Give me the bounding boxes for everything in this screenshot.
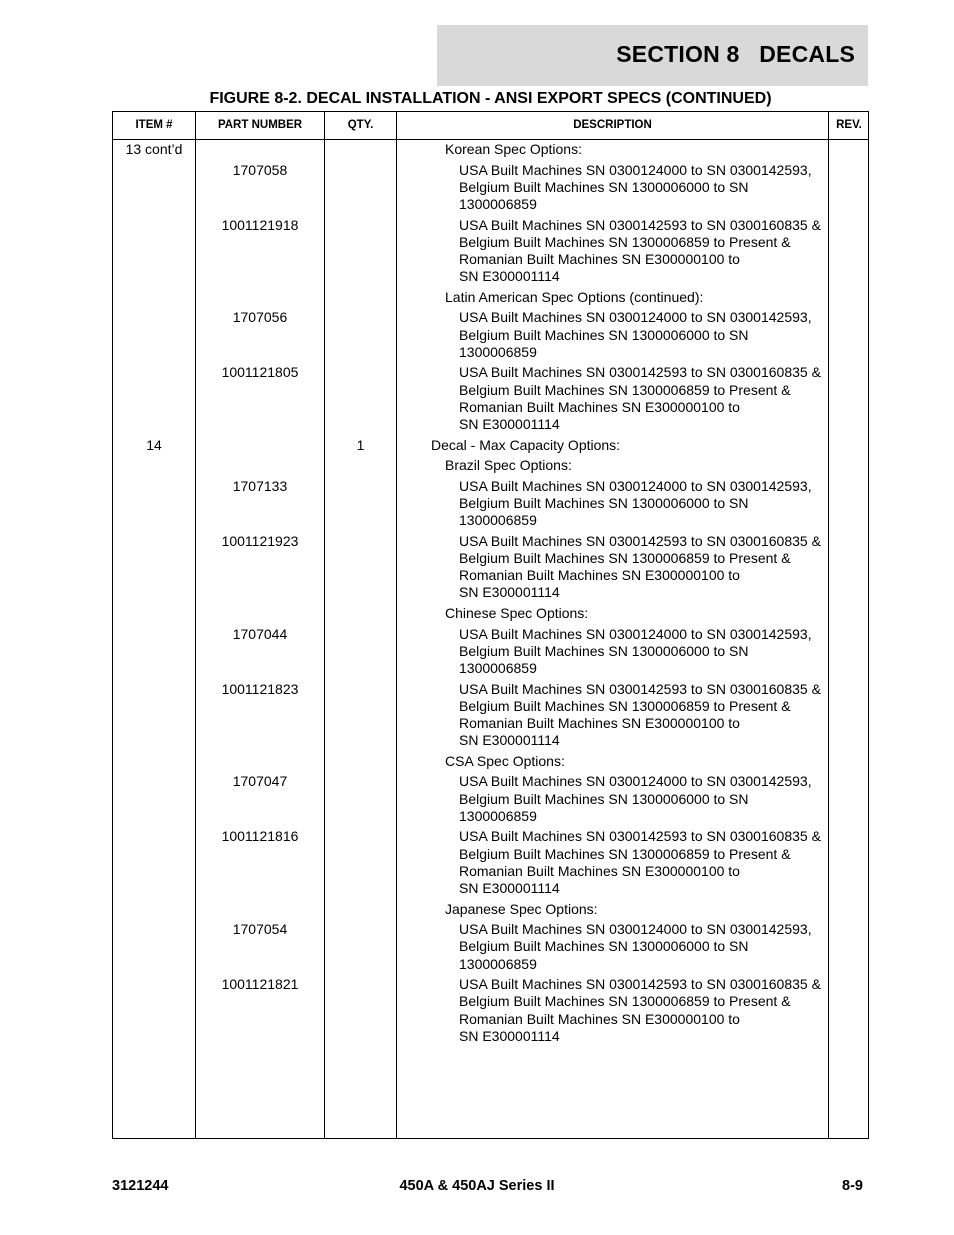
description-line: USA Built Machines SN 0300124000 to SN 0300142593,: [459, 773, 812, 790]
item-number: 13 cont’d: [125, 141, 183, 157]
section-header: [437, 25, 868, 86]
description-line: Chinese Spec Options:: [445, 605, 589, 621]
description-line: Latin American Spec Options (continued):: [445, 288, 704, 305]
description-line: SN E300001114: [459, 1027, 560, 1044]
column-header-item: ITEM #: [135, 119, 173, 131]
quantity: 1: [356, 436, 365, 453]
description-line: USA Built Machines SN 0300142593 to SN 0300160835 &: [459, 364, 821, 381]
part-number: 1001121805: [221, 364, 299, 381]
column-divider: [324, 112, 325, 1138]
description-line: 1300006859: [459, 512, 537, 529]
part-number: 1707054: [232, 921, 288, 938]
part-number: 1707044: [232, 625, 288, 642]
description-line: Romanian Built Machines SN E300000100 to: [459, 862, 740, 879]
description-line: Belgium Built Machines SN 1300006000 to SN: [459, 642, 749, 659]
description-line: Romanian Built Machines SN E300000100 to: [459, 1010, 740, 1027]
part-number: 1707133: [232, 477, 288, 494]
description-line: Romanian Built Machines SN E300000100 to: [459, 715, 740, 731]
description-line: USA Built Machines SN 0300142593 to SN 0300160835 &: [459, 216, 821, 233]
description-line: Japanese Spec Options:: [445, 900, 598, 917]
part-number: 1707056: [232, 309, 288, 326]
part-number: 1707047: [232, 773, 288, 790]
part-number: 1707058: [232, 161, 288, 178]
description-line: USA Built Machines SN 0300142593 to SN 0300160835 &: [459, 680, 821, 697]
description-line: USA Built Machines SN 0300124000 to SN 0300142593,: [459, 161, 812, 178]
description-line: Romanian Built Machines SN E300000100 to: [459, 251, 740, 267]
description-line: Brazil Spec Options:: [445, 457, 572, 474]
column-header-qty: QTY.: [347, 119, 374, 131]
description-line: Belgium Built Machines SN 1300006859 to Present &: [459, 845, 791, 862]
description-line: USA Built Machines SN 0300124000 to SN 0300142593,: [459, 625, 812, 642]
description-line: Belgium Built Machines SN 1300006000 to SN: [459, 938, 749, 955]
description-line: Belgium Built Machines SN 1300006859 to Present &: [459, 550, 791, 566]
column-header-description: DESCRIPTION: [573, 119, 652, 131]
column-divider: [396, 112, 397, 1138]
description-line: SN E300001114: [459, 584, 560, 601]
description-line: Belgium Built Machines SN 1300006000 to SN: [459, 495, 749, 511]
description-line: Romanian Built Machines SN E300000100 to: [459, 398, 740, 415]
footer-model: 450A & 450AJ Series II: [399, 1178, 555, 1194]
section-title: SECTION 8 DECALS: [616, 41, 855, 67]
description-line: USA Built Machines SN 0300124000 to SN 0300142593,: [459, 921, 812, 938]
description-line: USA Built Machines SN 0300142593 to SN 0300160835 &: [459, 976, 821, 993]
description-line: Decal - Max Capacity Options:: [431, 436, 621, 453]
description-line: Belgium Built Machines SN 1300006859 to Present &: [459, 993, 791, 1010]
description-line: Korean Spec Options:: [445, 141, 582, 157]
part-number: 1001121816: [221, 828, 299, 845]
figure-title: FIGURE 8-2. DECAL INSTALLATION - ANSI EXPORT SPECS (CONTINUED): [209, 90, 772, 107]
description-line: SN E300001114: [459, 268, 560, 285]
part-number: 1001121821: [221, 976, 299, 993]
part-number: 1001121823: [221, 680, 299, 697]
description-line: USA Built Machines SN 0300142593 to SN 0300160835 &: [459, 828, 821, 845]
description-line: Romanian Built Machines SN E300000100 to: [459, 567, 740, 584]
description-line: SN E300001114: [459, 732, 560, 749]
footer-doc-number: 3121244: [112, 1178, 169, 1194]
description-line: SN E300001114: [459, 416, 560, 432]
description-line: 1300006859: [459, 343, 537, 360]
description-line: CSA Spec Options:: [445, 752, 565, 769]
description-line: Belgium Built Machines SN 1300006000 to SN: [459, 326, 749, 343]
description-line: Belgium Built Machines SN 1300006859 to Present &: [459, 233, 791, 250]
parts-table: [112, 111, 869, 1139]
column-header-part-number: PART NUMBER: [217, 119, 303, 131]
description-line: Belgium Built Machines SN 1300006000 to SN: [459, 178, 749, 195]
description-line: Belgium Built Machines SN 1300006859 to Present &: [459, 381, 791, 398]
description-line: USA Built Machines SN 0300124000 to SN 0300142593,: [459, 477, 812, 494]
header-divider: [113, 139, 868, 140]
column-header-rev: REV.: [836, 119, 862, 131]
description-line: 1300006859: [459, 196, 537, 212]
description-line: Belgium Built Machines SN 1300006859 to Present &: [459, 697, 791, 714]
description-line: 1300006859: [459, 660, 537, 676]
part-number: 1001121918: [221, 216, 299, 233]
item-number: 14: [146, 436, 162, 453]
description-line: 1300006859: [459, 955, 537, 972]
description-line: USA Built Machines SN 0300142593 to SN 0300160835 &: [459, 532, 821, 549]
part-number: 1001121923: [221, 532, 299, 549]
column-divider: [828, 112, 829, 1138]
footer-page-number: 8-9: [842, 1178, 863, 1194]
description-line: Belgium Built Machines SN 1300006000 to SN: [459, 790, 749, 807]
description-line: SN E300001114: [459, 880, 560, 896]
description-line: USA Built Machines SN 0300124000 to SN 0300142593,: [459, 309, 812, 326]
description-line: 1300006859: [459, 807, 537, 824]
